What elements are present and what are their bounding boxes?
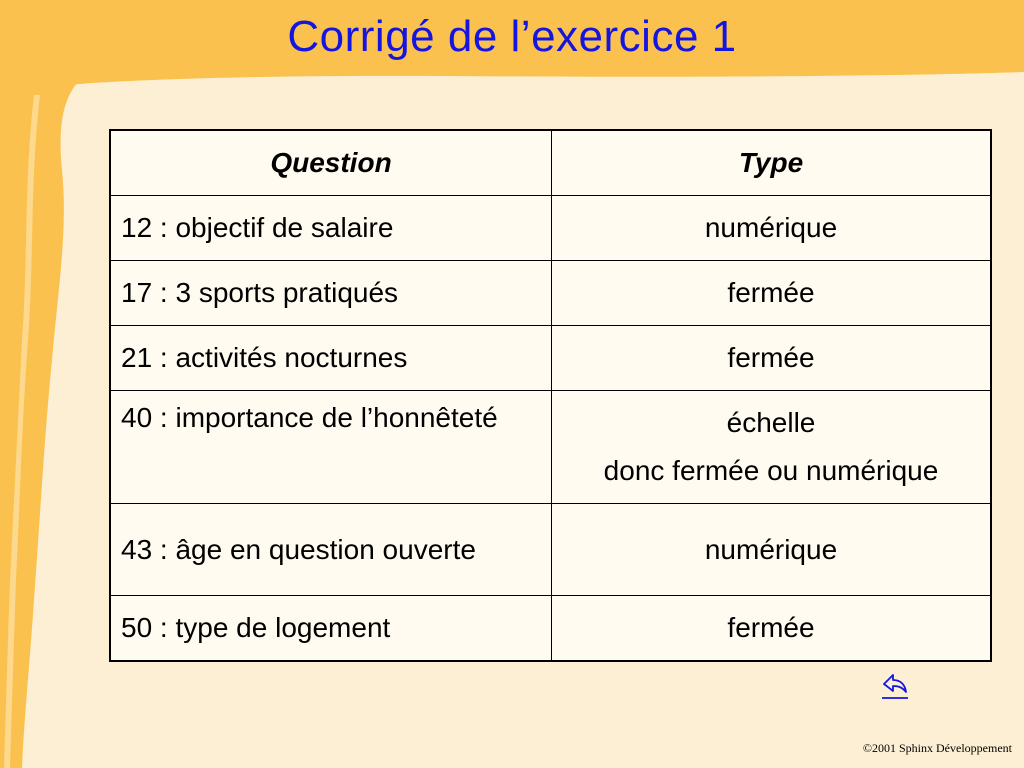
cell-question: 21 : activités nocturnes xyxy=(110,326,552,391)
cell-type-line: numérique xyxy=(704,533,838,565)
header-type: Type xyxy=(552,130,992,196)
cell-question: 43 : âge en question ouverte xyxy=(110,504,552,596)
table-row xyxy=(110,326,991,391)
cell-type xyxy=(552,261,992,326)
cell-type-line: fermée xyxy=(727,277,815,308)
table-header-row xyxy=(110,130,991,196)
copyright-footer: ©2001 Sphinx Développement xyxy=(862,741,1012,755)
cell-type xyxy=(552,504,992,596)
cell-type-line: fermée xyxy=(727,612,815,643)
cell-question: 40 : importance de l’honnêteté xyxy=(110,391,552,504)
cell-question: 50 : type de logement xyxy=(110,596,552,662)
cell-type xyxy=(552,196,992,261)
table-row xyxy=(110,504,991,596)
cell-type-line: échelle xyxy=(726,407,816,438)
cell-question: 17 : 3 sports pratiqués xyxy=(110,261,552,326)
cell-type xyxy=(552,596,992,662)
cell-type xyxy=(552,326,992,391)
table-row xyxy=(110,391,991,504)
table-row xyxy=(110,596,991,662)
cell-type xyxy=(552,391,992,504)
table-row xyxy=(110,261,991,326)
slide-title: Corrigé de l’exercice 1 xyxy=(287,12,737,61)
header-question: Question xyxy=(110,130,552,196)
cell-question: 12 : objectif de salaire xyxy=(110,196,552,261)
answer-table-container xyxy=(109,129,992,662)
table-row xyxy=(110,196,991,261)
cell-type-line: fermée xyxy=(727,342,815,373)
answer-table xyxy=(109,129,992,662)
cell-type-line: donc fermée ou numérique xyxy=(603,455,939,486)
return-arrow-icon[interactable] xyxy=(880,670,910,700)
cell-type-line: numérique xyxy=(704,212,838,243)
